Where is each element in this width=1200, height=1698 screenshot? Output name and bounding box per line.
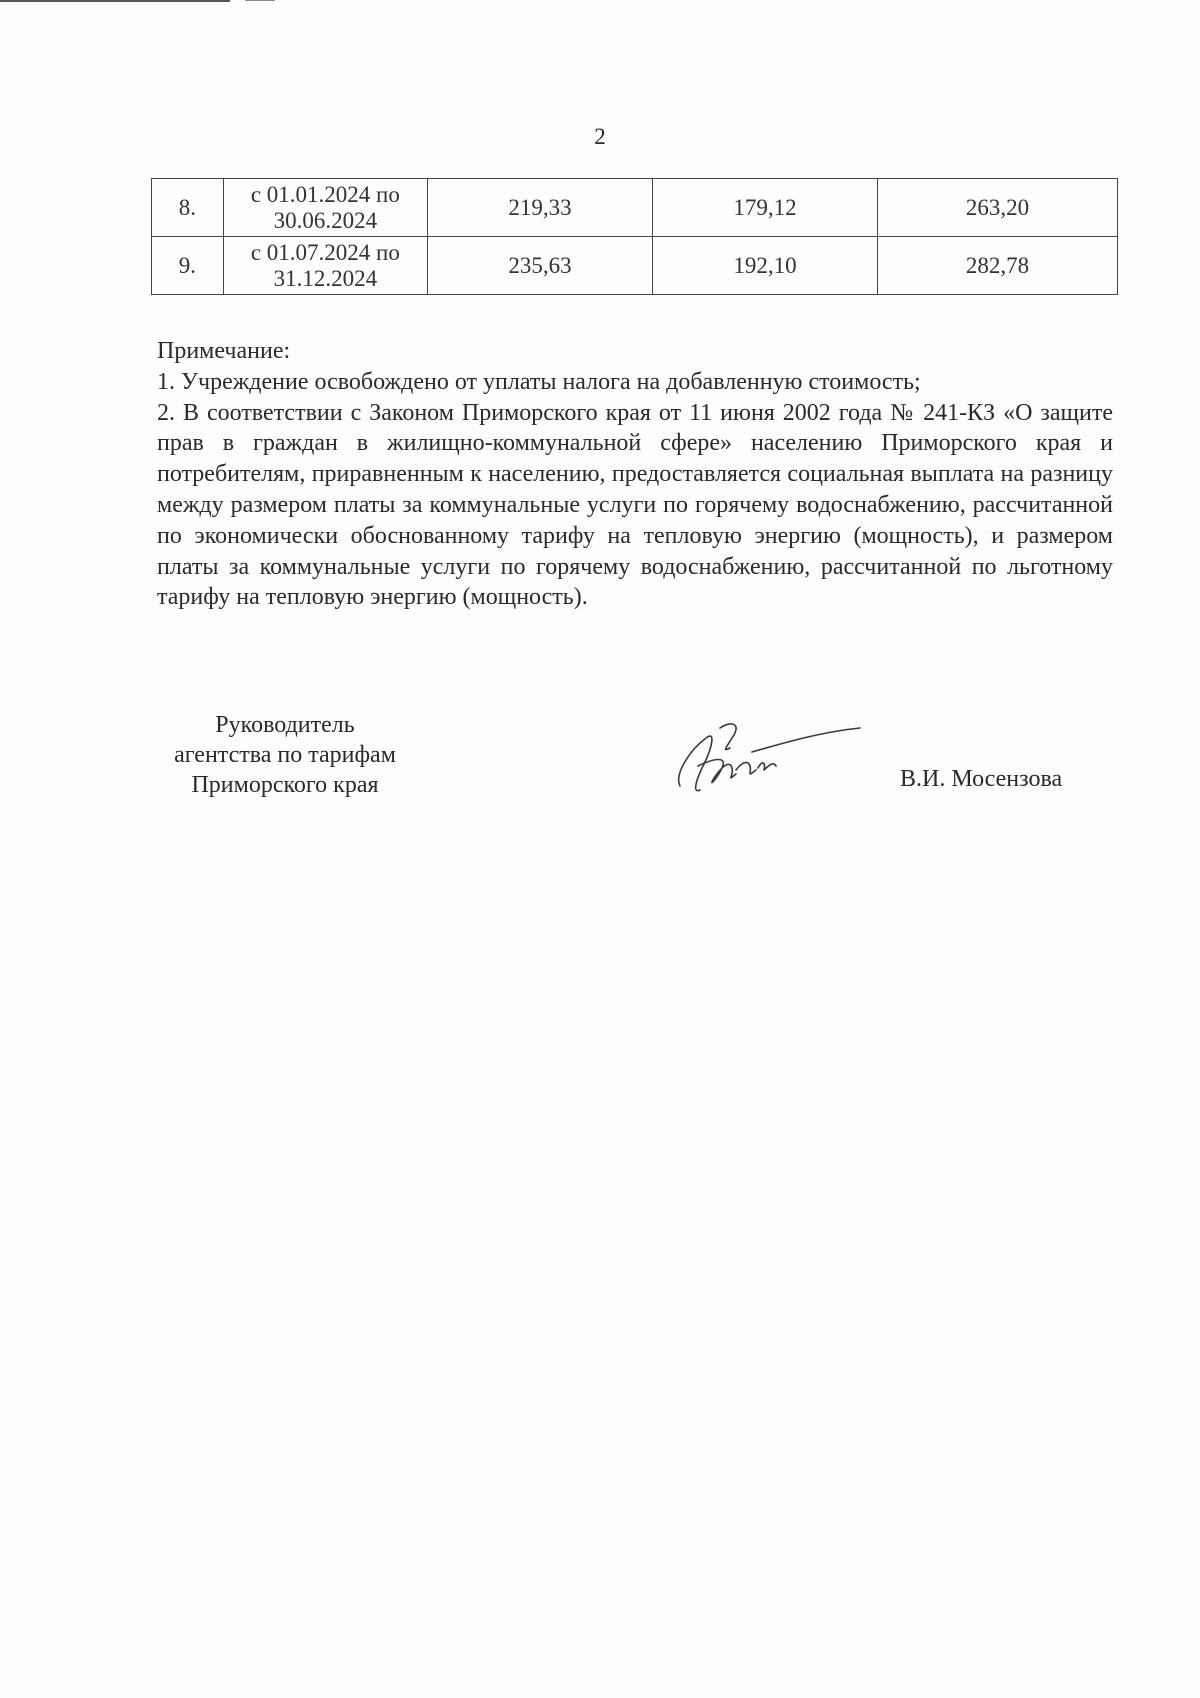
row-number: 9. [152, 237, 224, 295]
tariff-value: 179,12 [653, 179, 878, 237]
tariff-value: 263,20 [878, 179, 1118, 237]
tariff-value: 235,63 [428, 237, 653, 295]
period-end: 31.12.2024 [273, 265, 378, 291]
note-item-2: 2. В соответствии с Законом Приморского края от 11 июня 2002 года № 241-КЗ «О защите прав в граждан в жилищно-коммунальной сфере» населению Приморского края и потребителям, приравненным к населению, предоставляется социальная выплата на разницу между размером платы за коммунальные услуги по горячему водоснабжению, рассчитанной по экономически обоснованному тарифу на тепловую энергию (мощность), и размером платы за коммунальные услуги по горячему водоснабжению, рассчитанной по льготному тарифу на тепловую энергию (мощность). [157, 399, 1113, 611]
tariff-table [151, 178, 1118, 295]
tariff-value: 219,33 [428, 179, 653, 237]
period-cell [223, 179, 427, 237]
period-start: с 01.07.2024 по [250, 239, 400, 265]
note-item-1: 1. Учреждение освобождено от уплаты налога на добавленную стоимость; [157, 368, 921, 395]
notes-heading: Примечание: [157, 338, 291, 364]
scan-edge-mark [245, 0, 275, 1]
table-row [152, 237, 1118, 295]
scan-edge-mark [0, 0, 230, 2]
period-start: с 01.01.2024 по [250, 181, 400, 207]
notes-section [157, 336, 1113, 613]
row-number: 8. [152, 179, 224, 237]
signer-position-line: Руководитель [215, 712, 355, 738]
table-row [152, 179, 1118, 237]
handwritten-signature [670, 708, 870, 808]
period-cell [223, 237, 427, 295]
page-number: 2 [594, 124, 606, 149]
tariff-value: 192,10 [653, 237, 878, 295]
signer-position-line: агентства по тарифам [174, 742, 396, 768]
tariff-value: 282,78 [878, 237, 1118, 295]
period-end: 30.06.2024 [273, 207, 378, 233]
signer-position [150, 710, 420, 800]
signer-position-line: Приморского края [191, 772, 379, 798]
signer-name: В.И. Мосензова [900, 766, 1063, 792]
